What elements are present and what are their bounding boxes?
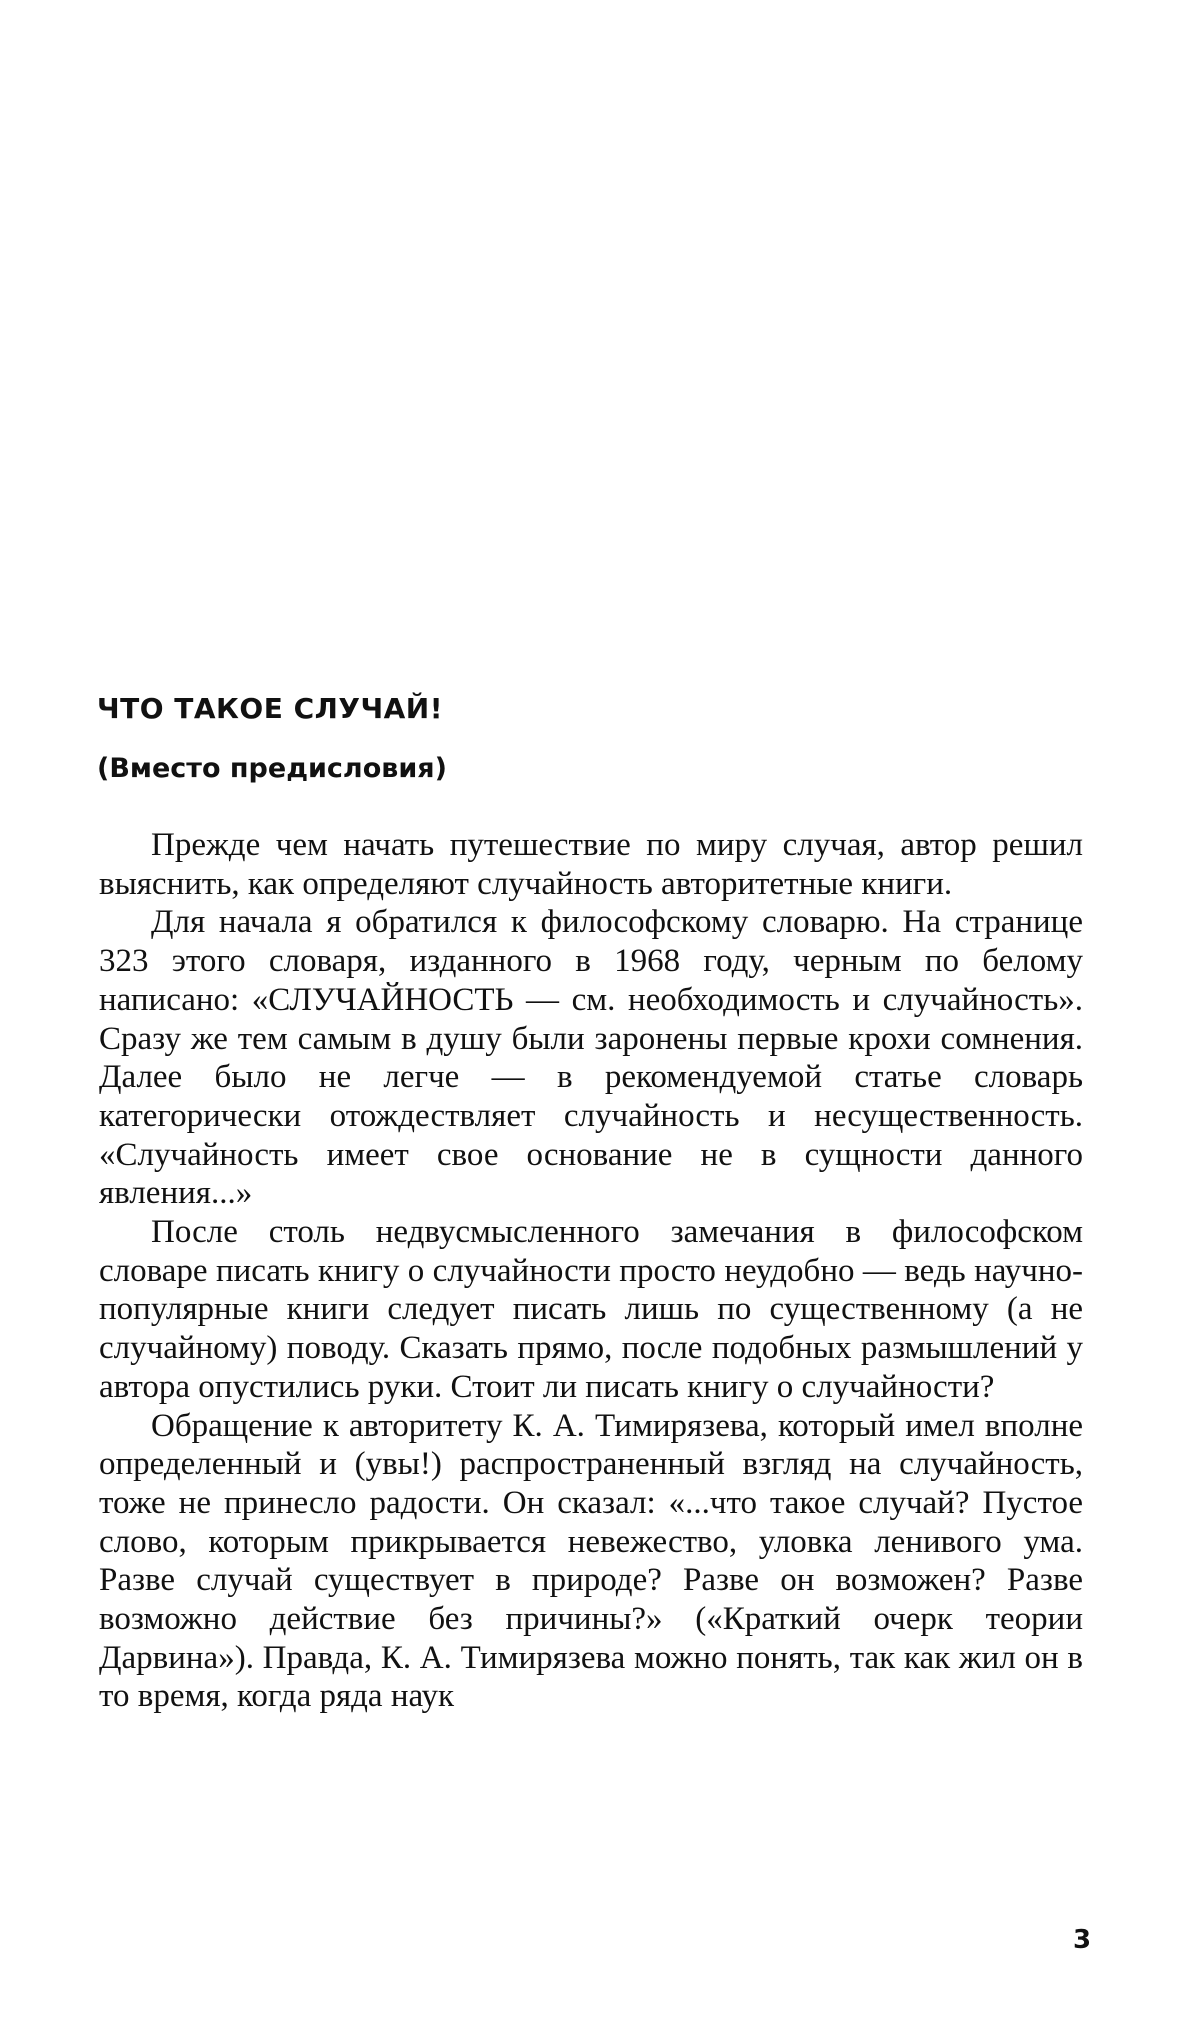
paragraph-3: После столь недвусмысленного замечания в философском словаре писать книгу о случайности просто неудобно — ведь научно-популярные книги следует писать лишь по существенному (а не случайному) поводу. Сказать прямо, после подобных размышлений у автора опустились руки. Стоит ли писать книгу о случайности? (99, 1214, 1083, 1405)
body-text (99, 826, 1083, 1716)
chapter-subheading: (Вместо предисловия) (97, 753, 447, 784)
paragraph-1: Прежде чем начать путешествие по миру случая, автор решил выяснить, как определяют случайность авторитетные книги. (99, 827, 1083, 902)
paragraph-4: Обращение к авторитету К. А. Тимирязева, который имел вполне определенный и (увы!) распространенный взгляд на случайность, тоже не принесло радости. Он сказал: «...что такое случай? Пустое слово, которым прикрывается невежество, уловка ленивого ума. Разве случай существует в природе? Разве он возможен? Разве возможно действие без причины?» («Краткий очерк теории Дарвина»). Правда, К. А. Тимирязева можно понять, так как жил он в то время, когда ряда наук (99, 1407, 1083, 1715)
paragraph-2: Для начала я обратился к философскому словарю. На странице 323 этого словаря, изданного в 1968 году, черным по белому написано: «СЛУЧАЙНОСТЬ — см. необходимость и случайность». Сразу же тем самым в душу были заронены первые крохи сомнения. Далее было не легче — в рекомендуемой статье словарь категорически отождествляет случайность и несущественность. «Случайность имеет свое основание не в сущности данного явления...» (99, 904, 1083, 1212)
page-number: 3 (1073, 1925, 1092, 1955)
chapter-heading: ЧТО ТАКОЕ СЛУЧАЙ! (97, 692, 444, 725)
